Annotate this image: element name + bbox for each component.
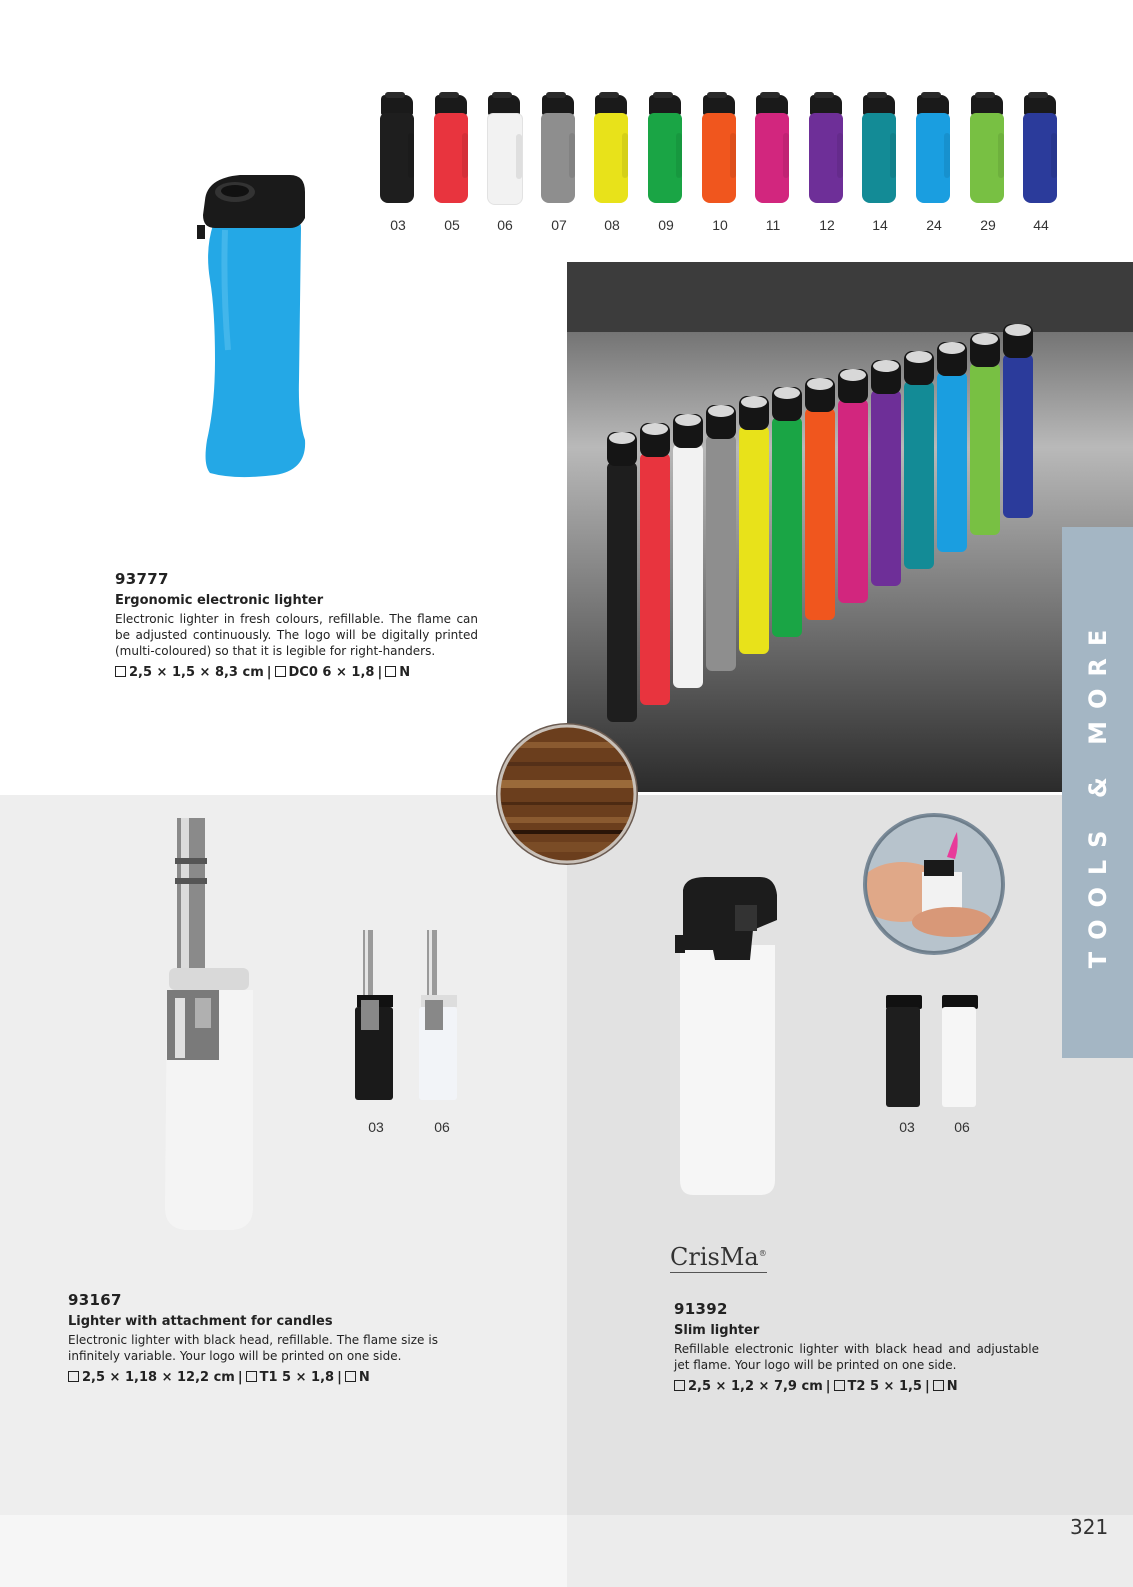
swatch-head [435, 95, 467, 115]
swatch-code-label: 06 [497, 217, 513, 233]
photo-lighter-body [904, 381, 934, 569]
swatch-head [1024, 95, 1056, 115]
print-area-icon [834, 1380, 845, 1391]
swatch-code-label: 10 [712, 217, 728, 233]
product-title: Lighter with attachment for candles [68, 1314, 333, 1329]
colour-swatch [432, 95, 472, 210]
photo-lighter-cap [972, 333, 998, 345]
variant-label: 03 [899, 1119, 915, 1135]
swatch-head [381, 95, 413, 115]
photo-lighter-cap [708, 405, 734, 417]
photo-lighter-body [673, 444, 703, 688]
product-code: 91392 [674, 1300, 728, 1318]
swatch-code-label: 11 [765, 217, 781, 233]
photo-lighter-body [739, 426, 769, 654]
swatch-code-label: 07 [551, 217, 567, 233]
swatch-body [648, 113, 682, 203]
swatch-body [702, 113, 736, 203]
photo-lighter-cap [906, 351, 932, 363]
colour-swatch [592, 95, 632, 210]
photo-lighter-cap [642, 423, 668, 435]
colour-swatch [700, 95, 740, 210]
swatch-body [970, 113, 1004, 203]
swatch-code-label: 03 [390, 217, 406, 233]
swatch-body [541, 113, 575, 203]
photo-lighter-body [871, 390, 901, 586]
product-code: 93777 [115, 570, 169, 588]
product-info-93777 [115, 570, 478, 680]
product-specs: 2,5 × 1,18 × 12,2 cm | T1 5 × 1,8 | N [68, 1370, 438, 1385]
photo-lighter-cap [774, 387, 800, 399]
colour-swatch [807, 95, 847, 210]
photo-lighter-body [838, 399, 868, 603]
packaging-icon [933, 1380, 944, 1391]
colour-swatch [860, 95, 900, 210]
print-area-icon [246, 1371, 257, 1382]
colour-swatch [968, 95, 1008, 210]
swatch-body [380, 113, 414, 203]
photo-lighter-cap [741, 396, 767, 408]
swatch-head [917, 95, 949, 115]
swatch-body [916, 113, 950, 203]
lighter-93167-variants [355, 925, 475, 1110]
colour-swatch [646, 95, 686, 210]
dimensions-icon [674, 1380, 685, 1391]
product-title: Slim lighter [674, 1323, 760, 1338]
swatch-body [434, 113, 468, 203]
footer-strip-right [567, 1515, 1133, 1587]
photo-lighter-cap [1005, 324, 1031, 336]
photo-lighter-body [1003, 354, 1033, 518]
swatch-code-label: 05 [444, 217, 460, 233]
product-print: T2 5 × 1,5 [847, 1379, 922, 1394]
colour-swatch [753, 95, 793, 210]
swatch-body [487, 113, 523, 205]
photo-lighter-cap [609, 432, 635, 444]
product-pack: N [946, 1379, 958, 1394]
photo-lighter-body [607, 462, 637, 722]
swatch-body [594, 113, 628, 203]
photo-lighter-body [805, 408, 835, 620]
product-specs: 2,5 × 1,5 × 8,3 cm | DC0 6 × 1,8 | N [115, 665, 478, 680]
section-tab [1062, 527, 1133, 1058]
colour-swatch [485, 95, 525, 210]
product-size: 2,5 × 1,18 × 12,2 cm [82, 1370, 235, 1385]
product-title: Ergonomic electronic lighter [115, 593, 324, 608]
product-specs: 2,5 × 1,2 × 7,9 cm | T2 5 × 1,5 | N [674, 1379, 1039, 1394]
dimensions-icon [115, 666, 126, 677]
flame-demo-circle [862, 812, 1006, 956]
photo-lighter-cap [840, 369, 866, 381]
photo-lighter-body [937, 372, 967, 552]
swatch-head [971, 95, 1003, 115]
product-code: 93167 [68, 1291, 122, 1309]
swatch-code-label: 29 [980, 217, 996, 233]
product-panel-93167 [0, 795, 567, 1515]
swatch-code-label: 12 [819, 217, 835, 233]
packaging-icon [345, 1371, 356, 1382]
colour-swatch [1021, 95, 1061, 210]
lighter-91392-image [675, 875, 795, 1200]
swatch-body [1023, 113, 1057, 203]
swatch-code-label: 09 [658, 217, 674, 233]
swatch-code-label: 24 [926, 217, 942, 233]
swatch-head [595, 95, 627, 115]
lifestyle-photo [567, 262, 1133, 792]
lighter-93777-image [195, 170, 315, 485]
photo-lighter-cap [939, 342, 965, 354]
product-pack: N [358, 1370, 370, 1385]
product-info-93167 [68, 1291, 438, 1385]
photo-lighter-body [640, 453, 670, 705]
photo-lighter-body [706, 435, 736, 671]
lighter-93167-image [155, 818, 265, 1238]
swatch-head [649, 95, 681, 115]
swatch-body [809, 113, 843, 203]
colour-swatch [378, 95, 418, 210]
swatch-head [542, 95, 574, 115]
product-pack: N [399, 665, 411, 680]
wood-finish-circle [495, 722, 639, 866]
colour-swatch [539, 95, 579, 210]
page-number: 321 [1070, 1515, 1109, 1539]
product-info-91392 [674, 1300, 1039, 1394]
swatch-code-label: 44 [1033, 217, 1049, 233]
photo-lighter-body [772, 417, 802, 637]
product-size: 2,5 × 1,2 × 7,9 cm [688, 1379, 823, 1394]
product-description: Electronic lighter with black head, refillable. The flame size is infinitely variable. Your logo will be printed on one side. [68, 1333, 438, 1363]
variant-label: 06 [434, 1119, 450, 1135]
swatch-code-label: 08 [604, 217, 620, 233]
swatch-head [863, 95, 895, 115]
product-print: T1 5 × 1,8 [259, 1370, 335, 1385]
swatch-code-label: 14 [872, 217, 888, 233]
product-size: 2,5 × 1,5 × 8,3 cm [129, 665, 264, 680]
swatch-body [755, 113, 789, 203]
photo-lighter-cap [807, 378, 833, 390]
section-tab-label: TOOLS & MORE [1083, 617, 1112, 968]
product-description: Electronic lighter in fresh colours, refillable. The flame can be adjusted continuously. The logo will be digitally printed (multi-coloured) so that it is legible for right-handers. [115, 612, 478, 658]
swatch-head [810, 95, 842, 115]
photo-lighter-cap [873, 360, 899, 372]
photo-lighter-body [970, 363, 1000, 535]
swatch-head [703, 95, 735, 115]
swatch-body [862, 113, 896, 203]
swatch-head [756, 95, 788, 115]
product-print: DC0 6 × 1,8 [288, 665, 375, 680]
colour-swatch [914, 95, 954, 210]
product-panel-91392 [567, 795, 1133, 1515]
dimensions-icon [68, 1371, 79, 1382]
lighter-91392-variants [884, 995, 984, 1110]
print-area-icon [275, 666, 286, 677]
brand-logo: CrisMa® [670, 1243, 767, 1271]
packaging-icon [385, 666, 396, 677]
variant-label: 06 [954, 1119, 970, 1135]
swatch-head [488, 95, 520, 115]
photo-lighter-cap [675, 414, 701, 426]
product-description: Refillable electronic lighter with black head and adjustable jet flame. Your logo will be printed on one side. [674, 1342, 1039, 1372]
variant-label: 03 [368, 1119, 384, 1135]
